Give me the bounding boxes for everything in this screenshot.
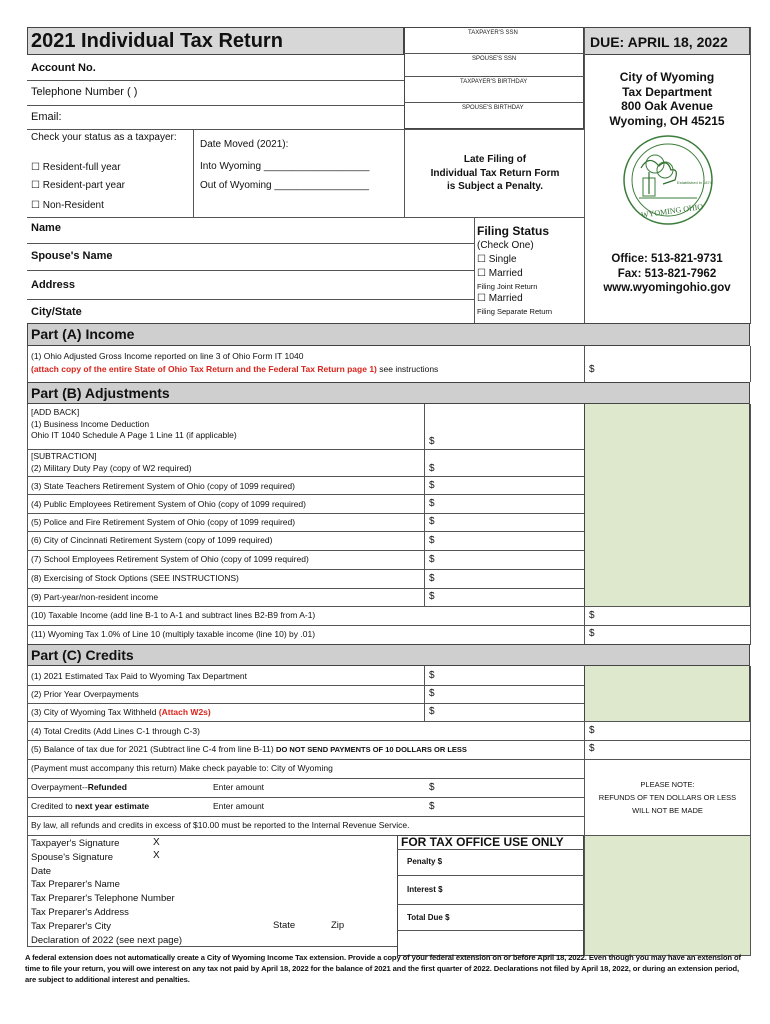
c1-dollar: $ <box>429 670 435 681</box>
b-addback: [ADD BACK] <box>31 407 80 417</box>
c3-dollar: $ <box>429 706 435 717</box>
c4-dollar: $ <box>589 725 595 736</box>
b1-dollar: $ <box>429 436 435 447</box>
footer-notice: A federal extension does not automatically create a City of Wyoming Income Tax extension. Provide a copy of your federal extension on or before April 18, 2022. Even though you may have an extension of time to file your return, you will owe interest on any tax not paid by April 18, 2022 for the balance of 2021 and the first quarter of 2022. Declarations not filed by April 18, 2022, or during an extension period, are subject to additional interest and penalties. <box>25 953 741 984</box>
b3-dollar: $ <box>429 480 435 491</box>
credit-amount-field[interactable] <box>440 798 580 816</box>
b7-dollar: $ <box>429 554 435 565</box>
part-c-shaded-column <box>584 666 750 722</box>
spouse-birthday-label: SPOUSE'S BIRTHDAY <box>462 105 524 111</box>
filing-married-joint[interactable]: ☐ Married <box>477 268 523 279</box>
b1-b: Ohio IT 1040 Schedule A Page 1 Line 11 (if applicable) <box>31 430 237 440</box>
interest-label: Interest $ <box>407 885 443 894</box>
b6: (6) City of Cincinnati Retirement System (copy of 1099 required) <box>31 535 273 545</box>
part-a-dollar: $ <box>589 364 595 375</box>
office-use-box <box>397 835 584 956</box>
taxpayer-birthday-label: TAXPAYER'S BIRTHDAY <box>460 79 528 85</box>
late-line2: Individual Tax Return Form <box>430 167 560 179</box>
ssn-box <box>404 27 584 129</box>
b5: (5) Police and Fire Retirement System of Ohio (copy of 1099 required) <box>31 517 296 527</box>
dept-fax: Fax: 513-821-7962 <box>617 267 717 280</box>
office-shaded <box>585 835 750 956</box>
b9-dollar: $ <box>429 591 435 602</box>
b1-block <box>31 407 237 442</box>
spouse-ssn-label: SPOUSE'S SSN <box>472 56 517 62</box>
b10: (10) Taxable Income (add line B-1 to A-1 and subtract lines B2-B9 from A-1) <box>31 610 316 620</box>
declaration-label: Declaration of 2022 (see next page) <box>31 934 183 946</box>
c1: (1) 2021 Estimated Tax Paid to Wyoming Tax Department <box>31 671 247 681</box>
filing-joint-label: Filing Joint Return <box>477 282 538 291</box>
part-c-title: Part (C) Credits <box>31 647 134 663</box>
b2-block <box>31 451 192 474</box>
part-a-attach-red: (attach copy of the entire State of Ohio Tax Return and the Federal Tax Return page 1) <box>31 364 377 374</box>
taxpayer-signature-x[interactable]: X <box>153 837 160 848</box>
dept-line3: 800 Oak Avenue <box>621 99 713 113</box>
preparer-city-label: Tax Preparer's City <box>31 920 111 932</box>
name-label: Name <box>31 222 61 234</box>
zip-label: Zip <box>331 920 345 931</box>
dept-line1: City of Wyoming <box>619 70 715 84</box>
part-b-title: Part (B) Adjustments <box>31 385 170 401</box>
seal-text: WYOMING OHIO <box>640 202 704 220</box>
c5 <box>31 744 467 754</box>
note-line2: REFUNDS OF TEN DOLLARS OR LESS <box>598 793 737 802</box>
c5-text: (5) Balance of tax due for 2021 (Subtract line C-4 from line B-11) <box>31 744 277 754</box>
preparer-phone-label: Tax Preparer's Telephone Number <box>31 893 175 905</box>
page-title: 2021 Individual Tax Return <box>31 30 283 52</box>
b4: (4) Public Employees Retirement System of Ohio (copy of 1099 required) <box>31 499 306 509</box>
b2-dollar: $ <box>429 463 435 474</box>
spouse-signature-x[interactable]: X <box>153 850 160 861</box>
next-year-text: next year estimate <box>74 801 150 811</box>
part-a-see: see instructions <box>376 364 439 374</box>
address-label: Address <box>31 279 76 291</box>
status-non-resident[interactable]: ☐ Non-Resident <box>31 200 104 211</box>
dept-line2: Tax Department <box>622 84 712 99</box>
c3 <box>31 707 211 717</box>
dept-contact <box>584 252 750 296</box>
payment-instruction: (Payment must accompany this return) Make check payable to: City of Wyoming <box>31 763 333 773</box>
refund-note <box>585 778 750 817</box>
c3-red: (Attach W2s) <box>158 707 211 717</box>
b11-dollar: $ <box>589 628 595 639</box>
dept-address <box>584 70 750 128</box>
credit-dollar: $ <box>429 801 435 812</box>
taxpayer-ssn-label: TAXPAYER'S SSN <box>468 30 518 36</box>
late-filing-notice <box>405 153 585 194</box>
b-subtraction: [SUBTRACTION] <box>31 451 97 461</box>
credited-label <box>31 801 149 811</box>
late-line1: Late Filing of <box>463 154 527 165</box>
dept-line4: Wyoming, OH 45215 <box>609 113 725 128</box>
due-date: DUE: APRIL 18, 2022 <box>590 34 728 50</box>
b9: (9) Part-year/non-resident income <box>31 592 159 602</box>
credited-text: Credited to <box>31 801 75 811</box>
dept-web: www.wyomingohio.gov <box>603 282 731 294</box>
b10-dollar: $ <box>589 610 595 621</box>
total-due-label: Total Due $ <box>407 913 450 922</box>
c4: (4) Total Credits (Add Lines C-1 through C-3) <box>31 726 200 736</box>
wyoming-seal-logo <box>619 134 717 226</box>
status-label: Check your status as a taxpayer: <box>31 132 177 143</box>
date-label: Date <box>31 865 52 877</box>
note-line1: PLEASE NOTE: <box>640 780 695 789</box>
part-b-shaded-column <box>584 404 750 607</box>
part-a-amount-field[interactable] <box>600 350 748 378</box>
c2-dollar: $ <box>429 688 435 699</box>
part-a-title: Part (A) Income <box>31 326 135 342</box>
filing-separate-label: Filing Separate Return <box>477 307 553 316</box>
email-label: Email: <box>31 111 62 123</box>
telephone-label: Telephone Number ( ) <box>31 86 138 98</box>
part-c-header <box>27 644 750 666</box>
b4-dollar: $ <box>429 498 435 509</box>
check-one-label: (Check One) <box>477 240 534 251</box>
seal-est-text: Established in 1874 <box>677 180 712 185</box>
b5-dollar: $ <box>429 516 435 527</box>
c5-warning: DO NOT SEND PAYMENTS OF 10 DOLLARS OR LESS <box>276 745 467 754</box>
bylaw-text: By law, all refunds and credits in excess of $10.00 must be reported to the Internal Revenue Service. <box>31 820 410 830</box>
credit-enter-amount: Enter amount <box>213 801 265 811</box>
filing-single[interactable]: ☐ Single <box>477 254 517 265</box>
account-label: Account No. <box>31 62 96 74</box>
status-resident-full[interactable]: ☐ Resident-full year <box>31 162 121 173</box>
preparer-address-label: Tax Preparer's Address <box>31 906 129 918</box>
c5-dollar: $ <box>589 743 595 754</box>
overpayment-refund-label <box>31 782 127 792</box>
b6-dollar: $ <box>429 535 435 546</box>
part-a-header <box>27 323 750 346</box>
part-a-line1: (1) Ohio Adjusted Gross Income reported on line 3 of Ohio Form IT 1040 <box>31 351 304 361</box>
date-moved-label: Date Moved (2021): <box>200 139 289 150</box>
refund-amount-field[interactable] <box>440 779 580 797</box>
c2: (2) Prior Year Overpayments <box>31 689 139 699</box>
late-line3: is Subject a Penalty. <box>447 181 543 192</box>
dept-office: Office: 513-821-9731 <box>611 253 723 265</box>
city-state-label: City/State <box>31 306 82 318</box>
b2: (2) Military Duty Pay (copy of W2 required) <box>31 462 192 473</box>
refunded-text: Refunded <box>87 782 127 792</box>
into-wyoming-field[interactable]: Into Wyoming ___________________ <box>200 161 370 172</box>
refund-dollar: $ <box>429 782 435 793</box>
penalty-label: Penalty $ <box>407 857 443 866</box>
office-use-title: FOR TAX OFFICE USE ONLY <box>401 835 564 849</box>
spouse-name-label: Spouse's Name <box>31 250 113 262</box>
state-label: State <box>273 920 296 931</box>
b1-a: (1) Business Income Deduction <box>31 418 150 429</box>
b7: (7) School Employees Retirement System of Ohio (copy of 1099 required) <box>31 554 309 564</box>
b11: (11) Wyoming Tax 1.0% of Line 10 (multiply taxable income (line 10) by .01) <box>31 629 316 639</box>
filing-married-separate[interactable]: ☐ Married <box>477 293 523 304</box>
preparer-name-label: Tax Preparer's Name <box>31 879 120 891</box>
c3-text: (3) City of Wyoming Tax Withheld <box>31 707 159 717</box>
filing-status-title: Filing Status <box>477 224 549 238</box>
outof-wyoming-field[interactable]: Out of Wyoming _________________ <box>200 180 369 191</box>
note-line3: WILL NOT BE MADE <box>632 806 703 815</box>
spouse-signature-label: Spouse's Signature <box>31 851 114 863</box>
refund-enter-amount: Enter amount <box>213 782 265 792</box>
b8-dollar: $ <box>429 573 435 584</box>
b3: (3) State Teachers Retirement System of Ohio (copy of 1099 required) <box>31 481 295 491</box>
over-text: Overpayment-- <box>31 782 88 792</box>
part-a-attach <box>31 364 438 374</box>
b8: (8) Exercising of Stock Options (SEE INSTRUCTIONS) <box>31 573 239 583</box>
status-resident-part[interactable]: ☐ Resident-part year <box>31 180 126 191</box>
taxpayer-signature-label: Taxpayer's Signature <box>31 838 120 849</box>
